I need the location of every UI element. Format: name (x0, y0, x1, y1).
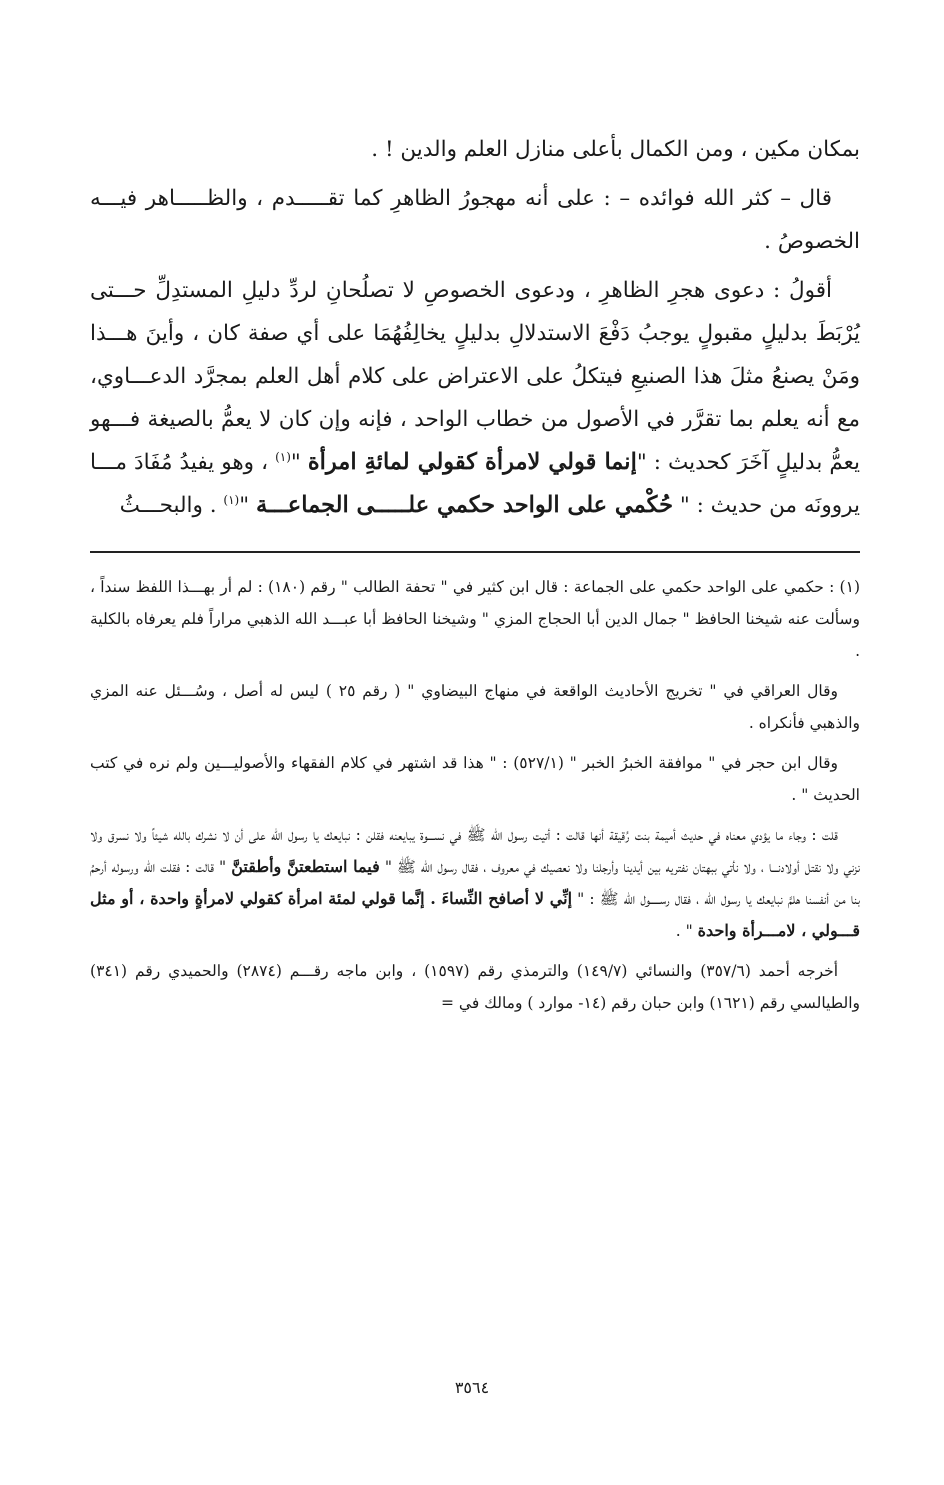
hadith-bold-1: إنما قولي لامرأة كقولي لمائةِ امرأة (307, 449, 637, 475)
page-number: ٣٥٦٤ (454, 1378, 490, 1397)
paragraph-continuation: بمكان مكين ، ومن الكمال بأعلى منازل العلم والدين ! . (371, 137, 860, 162)
page-content (90, 128, 860, 1019)
paragraph-response (90, 269, 860, 527)
response-text-5: . والبحـــثُ (119, 493, 217, 518)
main-text (90, 128, 860, 527)
umaymah-text-3: " . (675, 922, 693, 940)
footnote-separator (90, 551, 860, 553)
footnote-ref-1: (١) (275, 449, 291, 464)
response-text-2: " (290, 450, 301, 475)
paragraph-quote: قال – كثر الله فوائده – : على أنه مهجورُ الظاهرِ كما تقـــــدم ، والظـــــاهر فيـــه الخصوصُ . (90, 186, 860, 254)
umaymah-text-2: " قالت : فقلت الله ورسوله أرحمُ بنا من أنفسنا هلمَّ نبايعك يا رسول الله ، فقال رســـــول الله ﷺ : " (90, 858, 861, 908)
hadith-bold-2: حُكْمي على الواحد حكمي علـــــى الجماعـــة (255, 492, 673, 518)
response-text-3: ، وهو يفيدُ مُفَادَ مـــا يروونَه من حديث : " (90, 450, 860, 518)
response-text-1: أقولُ : دعوى هجرِ الظاهرِ ، ودعوى الخصوصِ لا تصلُحانِ لردِّ دليلِ المستدِلِّ حـــتى يُرْبَطَ بدليلٍ مقبولٍ يوجبُ دَفْعَ الاستدلالِ بدليلٍ يخالِفُهُمَا على أي صفة كان ، وأينَ هـــذا ومَنْ يصنعُ مثلَ هذا الصنيعِ فيتكلُ على الاعتراض على كلام أهل العلم بمجرَّد الدعـــاوي، مع أنه يعلم بما تقرَّر في الأصول من خطاب الواحد ، فإنه وإن كان لا يعمُّ بالصيغة فـــهو يعمُّ بدليلٍ آخَرَ كحديث : " (90, 278, 861, 475)
footnote-ibn-hajar: وقال ابن حجر في " موافقة الخبرُ الخبر " (٥٢٧/١) : " هذا قد اشتهر في كلام الفقهاء والأصوليـــين ولم نره في كتب الحديث " . (90, 754, 860, 804)
response-text-4: " (239, 493, 250, 518)
umaymah-text-1: قلت : وجاء ما يؤدي معناه في حديث أميمة بنت رُقيقة أنها قالت : أتيت رسول الله ﷺ في نســـوة يبايعنه فقلن : نبايعك يا رسول الله على أن لا نشرك بالله شيئاً ولا نسرق ولا نزني ولا نقتل أولادنـــا ، ولا نأتي ببهتان نفتريه بين أيدينا وأرجلنا ولا نعصيك في معروف ، فقال رسول الله ﷺ " (90, 826, 860, 876)
footnote-iraqi: وقال العراقي في " تخريج الأحاديث الواقعة في منهاج البيضاوي " ( رقم ٢٥ ) ليس له أصل ، وسُـــئل عنه المزي والذهبي فأنكراه . (90, 682, 860, 732)
footnote-takhrij: أخرجه أحمد (٣٥٧/٦) والنسائي (١٤٩/٧) والترمذي رقم (١٥٩٧) ، وابن ماجه رقـــم (٢٨٧٤) والحميدي رقم (٣٤١) والطيالسي رقم (١٦٢١) وابن حبان رقم (١٤- موارد ) ومالك في = (90, 962, 860, 1012)
footnotes (90, 571, 860, 1019)
umaymah-bold-2: إنِّي لا أصافح النِّساءَ . إنَّما قولي لمئة امرأة كقولي لامرأةٍ واحدة ، أو مثل قـــولي ، لامـــرأة واحدة (90, 889, 860, 940)
umaymah-bold-1: فيما استطعتنَّ وأطقتنَّ (231, 857, 380, 876)
footnote-1: (١) : حكمي على الواحد حكمي على الجماعة : قال ابن كثير في " تحفة الطالب " رقم (١٨٠) : لم أر بهـــذا اللفظ سنداً ، وسألت عنه شيخنا الحافظ " جمال الدين أبا الحجاج المزي " وشيخنا الحافظ أبا عبـــد الله الذهبي مراراً فلم يعرفاه بالكلية . (90, 578, 860, 660)
footnote-umaymah-hadith (90, 819, 860, 947)
footnote-ref-2: (١) (223, 492, 240, 507)
